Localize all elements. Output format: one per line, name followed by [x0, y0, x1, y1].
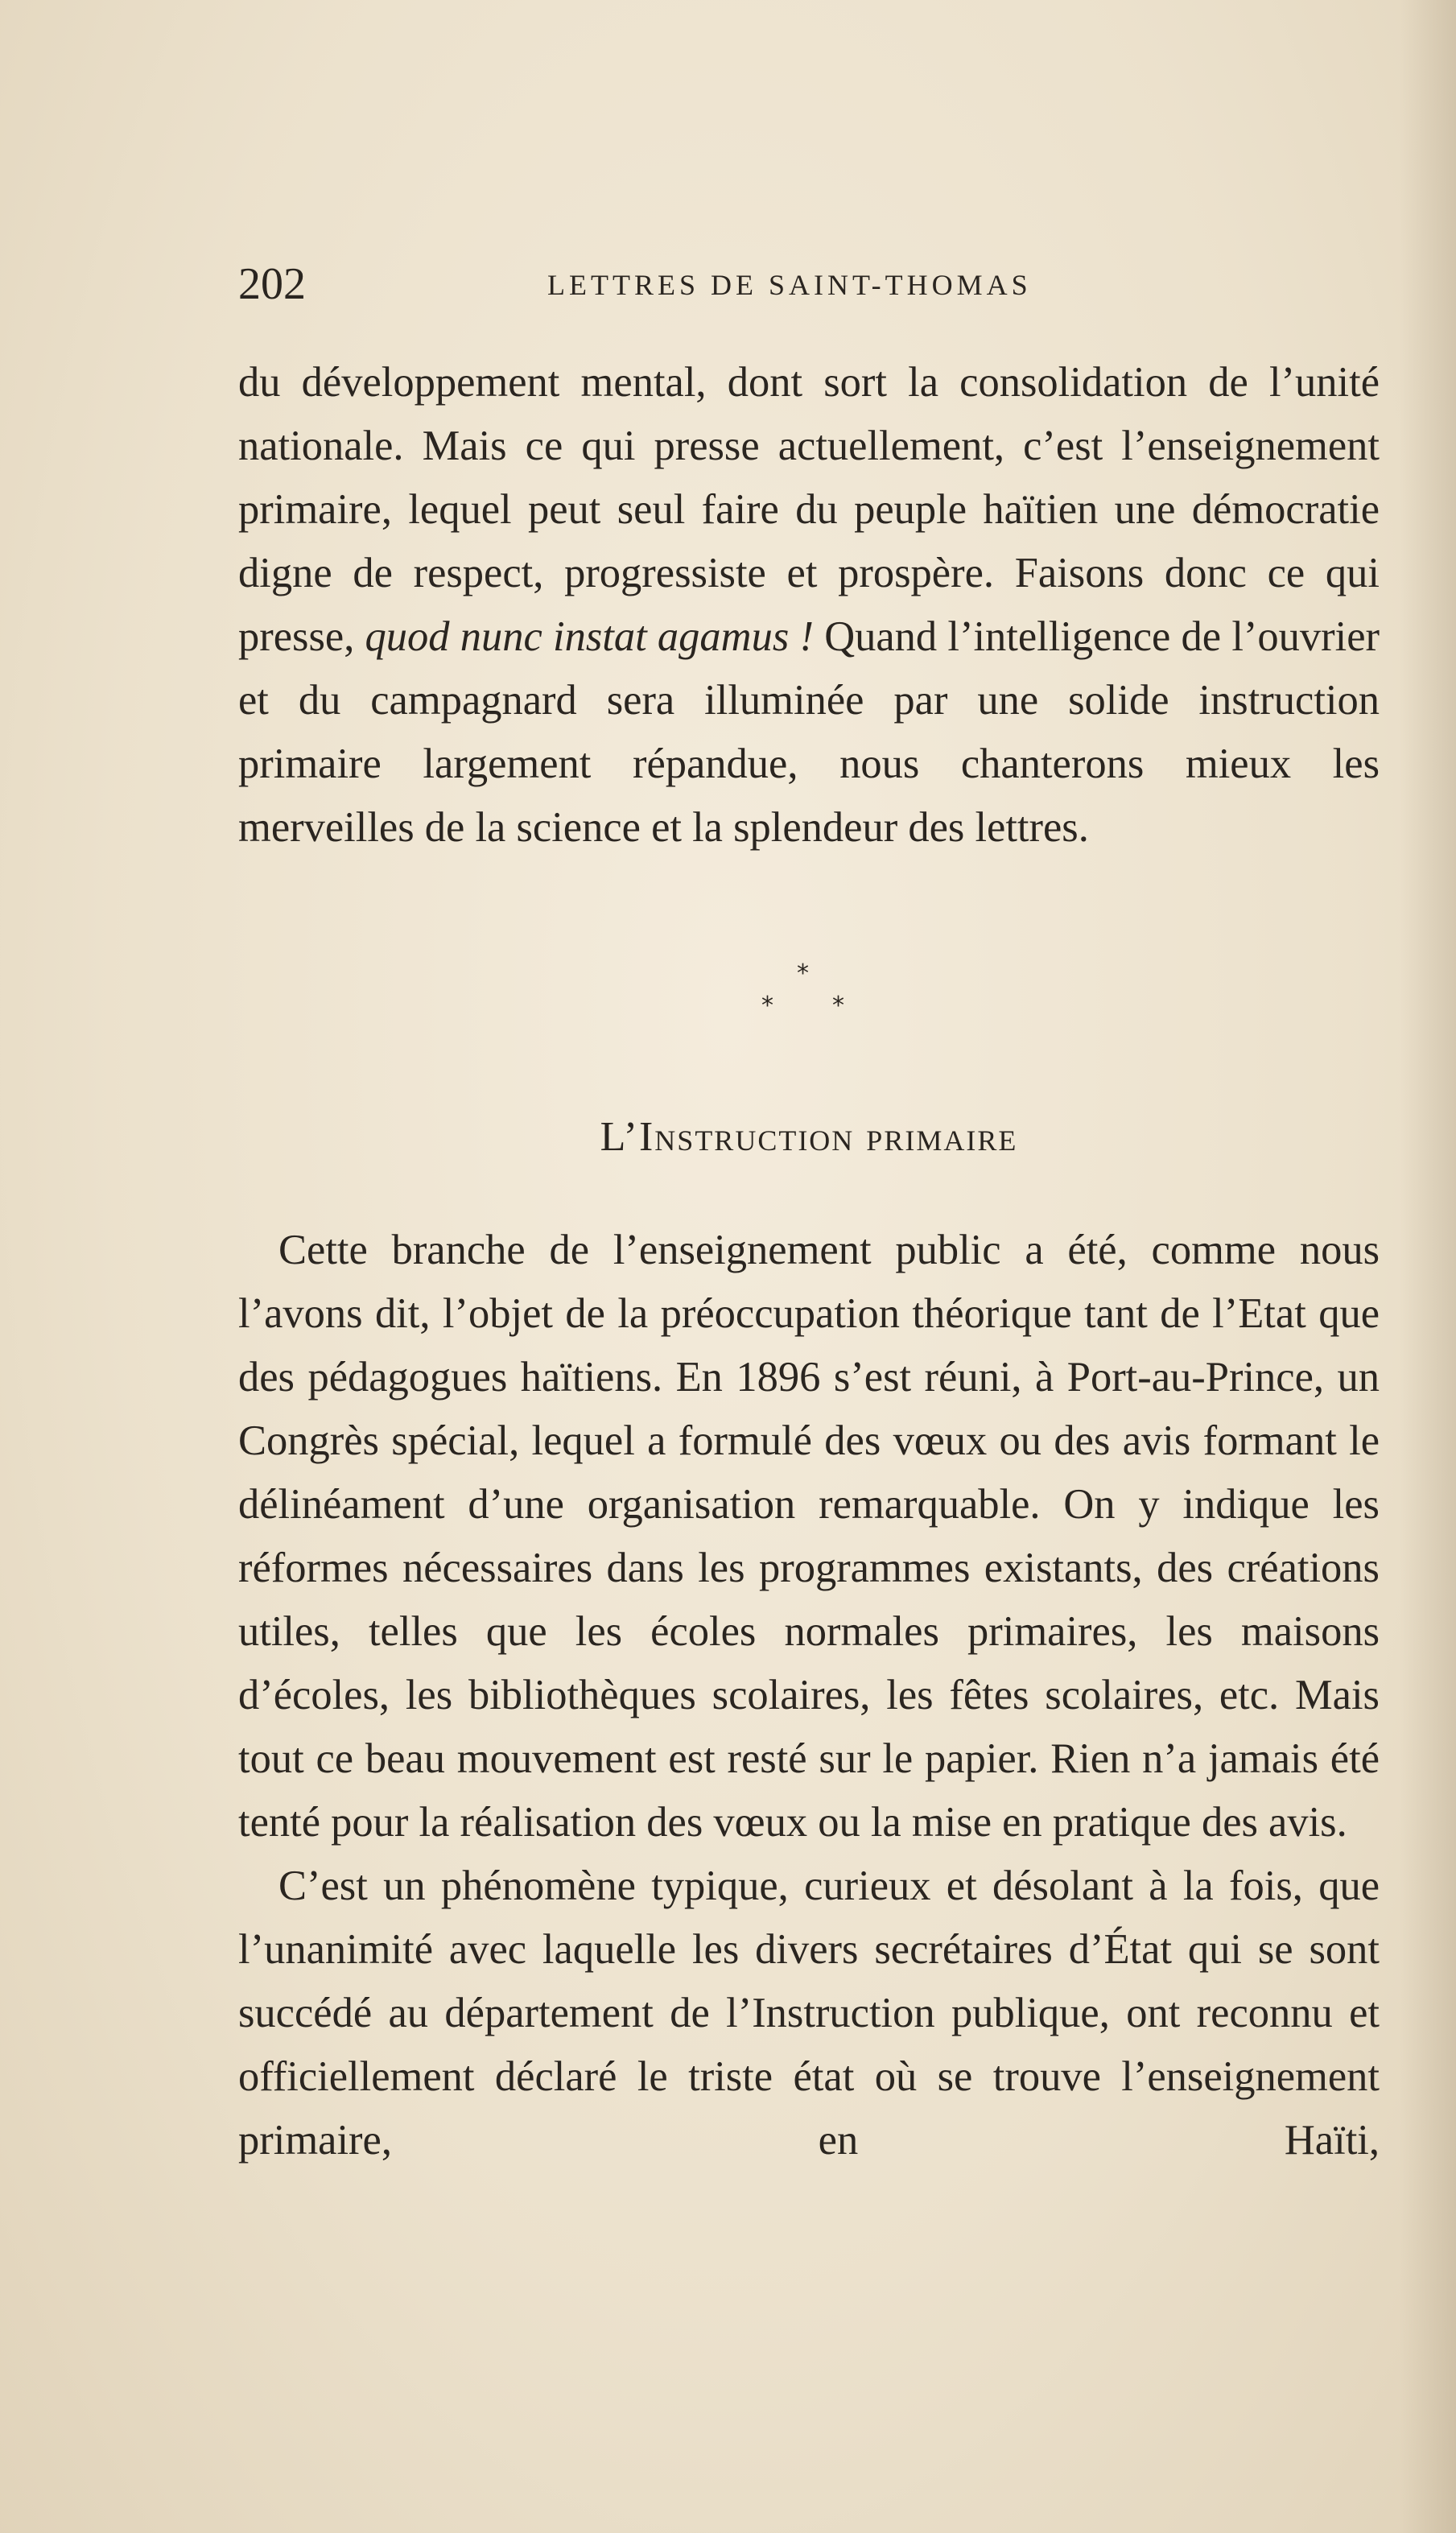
running-head — [238, 256, 1079, 312]
asterism-star-right: * — [832, 992, 844, 1020]
paragraph-1-text-a: du développement mental, dont sort la consolidation de l’unité nationale. Mais ce qui presse actuellement, c’est l’enseignement primaire, lequel peut seul faire du peuple haïtien une démocratie digne de respect, progressiste et prospère. Faisons donc ce qui presse, — [238, 359, 1380, 660]
latin-quote: quod nunc instat agamus ! — [365, 613, 814, 660]
paragraph-1 — [238, 351, 1380, 860]
page-edge-shadow — [1400, 0, 1456, 2533]
running-title: LETTRES DE SAINT-THOMAS — [547, 269, 1032, 301]
section-body — [238, 1219, 1380, 2172]
paragraph-continuation — [238, 351, 1380, 860]
paragraph-3: C’est un phénomène typique, curieux et désolant à la fois, que l’unanimité avec laquelle les divers secrétaires d’État qui se sont succédé au département de l’Instruction publique, ont reconnu et officiellement déclaré le triste état où se trouve l’enseignement primaire, en Haïti, — [238, 1863, 1380, 2164]
asterism-star-top: * — [797, 959, 809, 988]
asterism-star-left: * — [761, 992, 773, 1020]
paragraph-2: Cette branche de l’enseignement public a été, comme nous l’avons dit, l’objet de la préoccupation théorique tant de l’Etat que des pédagogues haïtiens. En 1896 s’est réuni, à Port-au-Prince, un Congrès spécial, lequel a formulé des vœux ou des avis formant le délinéament d’une organisation remarquable. On y indique les réformes nécessaires dans les programmes existants, des créations utiles, telles que les écoles normales primaires, les maisons d’écoles, les bibliothèques scolaires, les fêtes scolaires, etc. Mais tout ce beau mouvement est resté sur le papier. Rien n’a jamais été tenté pour la réalisation des vœux ou la mise en pratique des avis. — [238, 1227, 1380, 1846]
asterism-divider — [749, 959, 861, 1034]
section-heading: L’Instruction primaire — [600, 1114, 1018, 1160]
page-number: 202 — [238, 259, 306, 309]
paragraph-1-text-b: Quand l’intelligence de l’ouvrier et du campagnard sera illuminée par une solide instruction primaire largement répandue, nous chanterons mieux les merveilles de la science et la splendeur des lettres. — [238, 613, 1380, 851]
